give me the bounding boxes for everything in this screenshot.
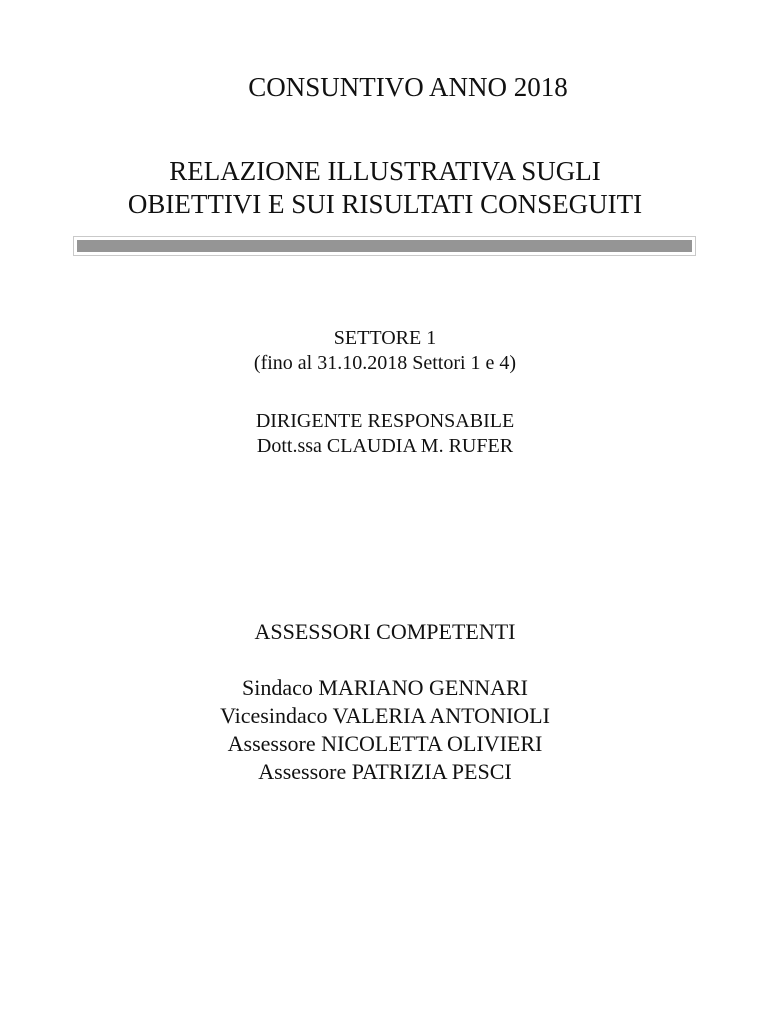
assessore-item: Vicesindaco VALERIA ANTONIOLI	[220, 703, 550, 728]
assessore-item: Sindaco MARIANO GENNARI	[242, 675, 528, 700]
assessore-item: Assessore NICOLETTA OLIVIERI	[227, 731, 543, 756]
manager-block	[0, 409, 770, 459]
sector-note: (fino al 31.10.2018 Settori 1 e 4)	[253, 352, 517, 374]
subtitle-line: RELAZIONE ILLUSTRATIVA SUGLI	[169, 156, 601, 186]
document-title: CONSUNTIVO ANNO 2018	[248, 72, 568, 102]
assessori-list	[0, 674, 770, 786]
divider-bar	[77, 240, 692, 252]
assessore-item: Assessore PATRIZIA PESCI	[258, 759, 512, 784]
sector-block	[0, 326, 770, 376]
manager-name: Dott.ssa CLAUDIA M. RUFER	[256, 435, 514, 457]
sector-name: SETTORE 1	[333, 327, 437, 349]
horizontal-divider	[73, 236, 696, 256]
subtitle-line: OBIETTIVI E SUI RISULTATI CONSEGUITI	[127, 189, 643, 219]
document-subtitle	[0, 155, 770, 221]
assessori-heading: ASSESSORI COMPETENTI	[254, 619, 516, 644]
manager-heading: DIRIGENTE RESPONSABILE	[255, 410, 515, 432]
